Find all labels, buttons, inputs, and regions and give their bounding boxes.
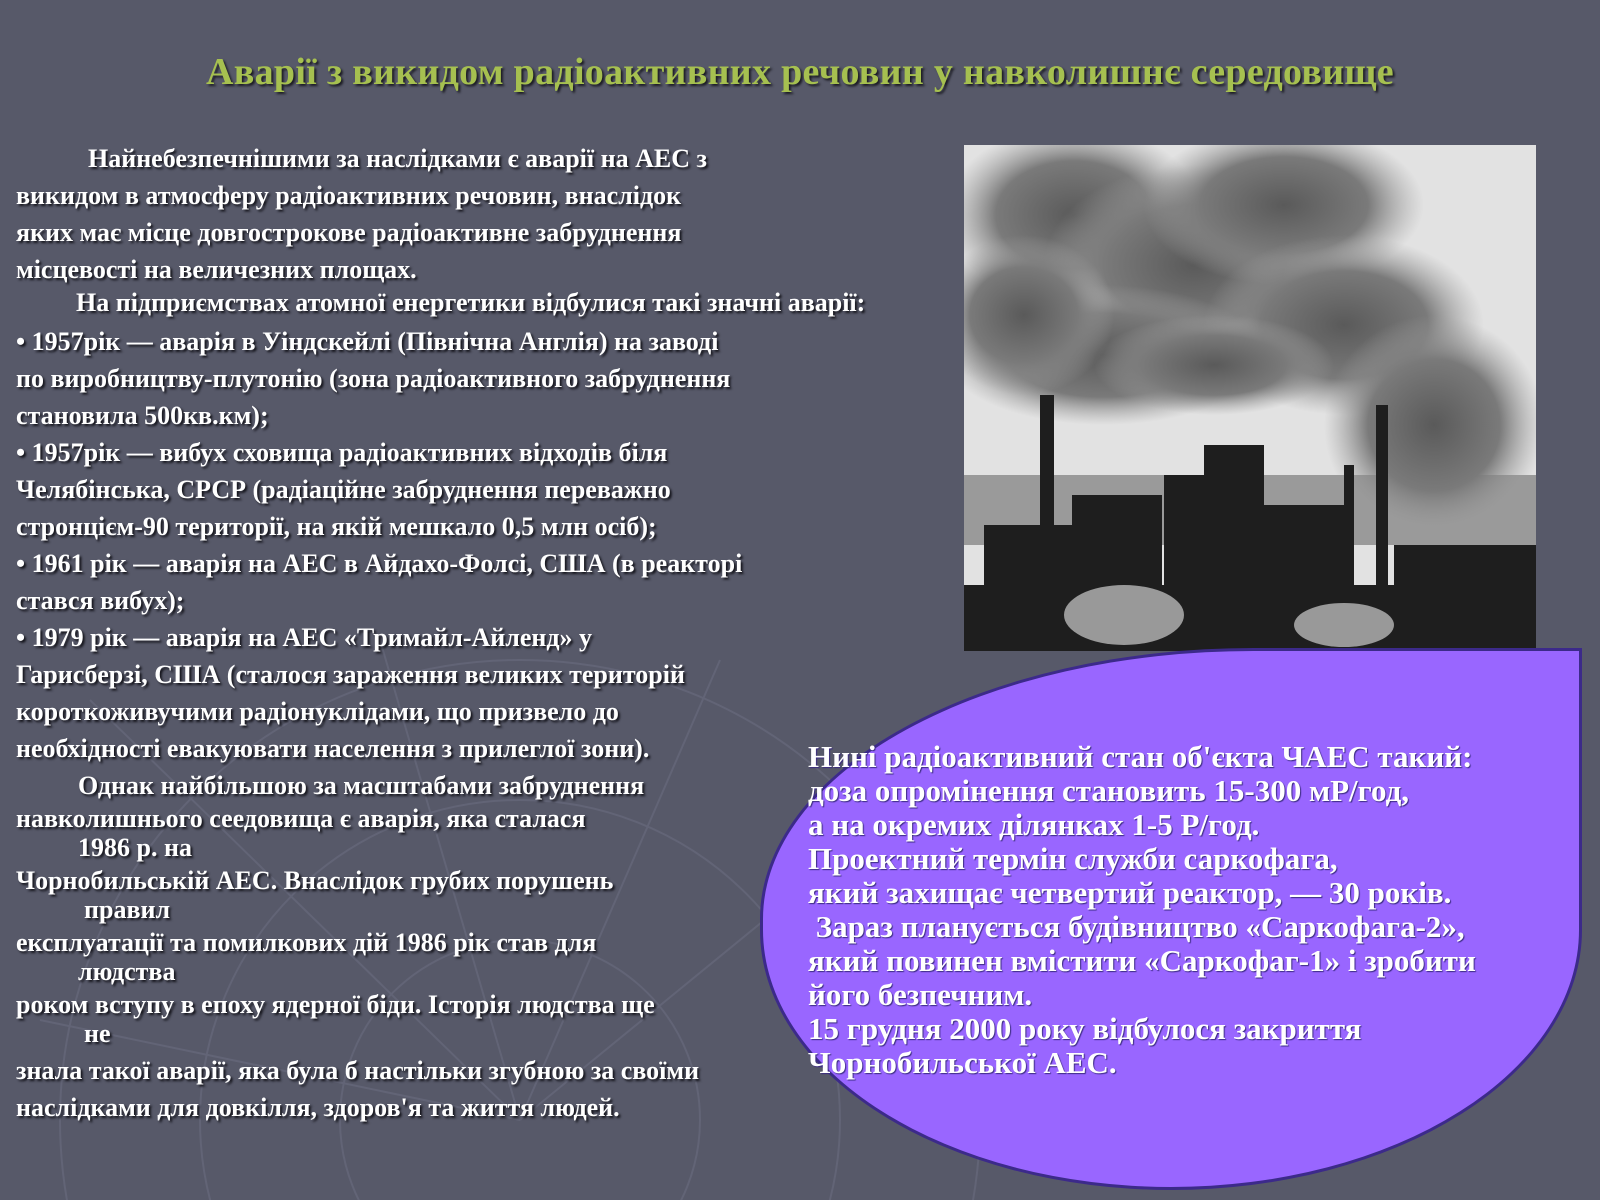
chernobyl-line-wrap: правил [84,895,171,924]
callout-line: який повинен вмістити «Саркофаг-1» і зробити [808,943,1476,978]
callout-line: Проектний термін служби саркофага, [808,841,1338,876]
chernobyl-line-wrap: 1986 р. на [78,833,192,862]
chernobyl-line-wrap: людства [78,957,176,986]
callout-line: Чорнобильської АЕС. [808,1045,1117,1080]
callout-line: який захищає четвертий реактор, — 30 років. [808,875,1452,910]
intro-line: місцевості на величезних площах. [16,255,417,284]
callout-line: доза опромінення становить 15-300 мР/год, [808,773,1410,808]
event-line: короткоживучими радіонуклідами, що призвело до [16,697,619,726]
chernobyl-line-main: Чорнобильській АЕС. Внаслідок грубих порушень [16,866,614,895]
closing-line: наслідками для довкілля, здоров'я та життя людей. [16,1093,620,1122]
chernobyl-line-wrap: не [84,1019,111,1048]
smokestacks-photo [964,145,1536,651]
event-line: по виробництву-плутонію (зона радіоактивного забруднення [16,364,731,393]
slide-title: Аварії з викидом радіоактивних речовин у навколишнє середовище [206,51,1394,93]
chernobyl-lead: Однак найбільшою за масштабами забруднення [78,771,645,800]
chernobyl-line-main: навколишнього сеедовища є аварія, яка сталася [16,804,586,833]
callout-line: його безпечним. [808,977,1033,1012]
intro-line: Найнебезпечнішими за наслідками є аварії на АЕС з [88,144,707,173]
intro-line: викидом в атмосферу радіоактивних речовин, внаслідок [16,181,682,210]
event-line: Гарисберзі, США (сталося зараження великих територій [16,660,685,689]
intro-line: яких має місце довгострокове радіоактивне забруднення [16,218,682,247]
event-line: Челябінська, СРСР (радіаційне забруднення переважно [16,475,671,504]
lead-paragraph: На підприємствах атомної енергетики відбулися такі значні аварії: [76,288,866,317]
event-line: становила 500кв.км); [16,401,269,430]
closing-line: знала такої аварії, яка була б настільки згубною за своїми [16,1056,700,1085]
callout-line: Нині радіоактивний стан об'єкта ЧАЕС такий: [808,739,1473,774]
event-line: необхідності евакуювати населення з прилеглої зони). [16,734,650,763]
callout-line: а на окремих ділянках 1-5 Р/год. [808,807,1260,842]
info-callout-text [808,740,1598,1080]
event-line: • 1957рік — аварія в Уіндскейлі (Північна Англія) на заводі [16,327,719,356]
event-line: • 1957рік — вибух сховища радіоактивних відходів біля [16,438,668,467]
event-line: стронцієм-90 території, на якій мешкало 0,5 млн осіб); [16,512,657,541]
event-line: • 1979 рік — аварія на АЕС «Тримайл-Айленд» у [16,623,592,652]
event-line: стався вибух); [16,586,185,615]
callout-line: 15 грудня 2000 року відбулося закриття [808,1011,1362,1046]
event-line: • 1961 рік — аварія на АЕС в Айдахо-Фолсі, США (в реакторі [16,549,743,578]
chernobyl-line-main: експлуатації та помилкових дій 1986 рік став для [16,928,597,957]
callout-line: Зараз планується будівництво «Саркофага-2», [808,909,1465,944]
chernobyl-line-main: роком вступу в епоху ядерної біди. Історія людства ще [16,990,655,1019]
